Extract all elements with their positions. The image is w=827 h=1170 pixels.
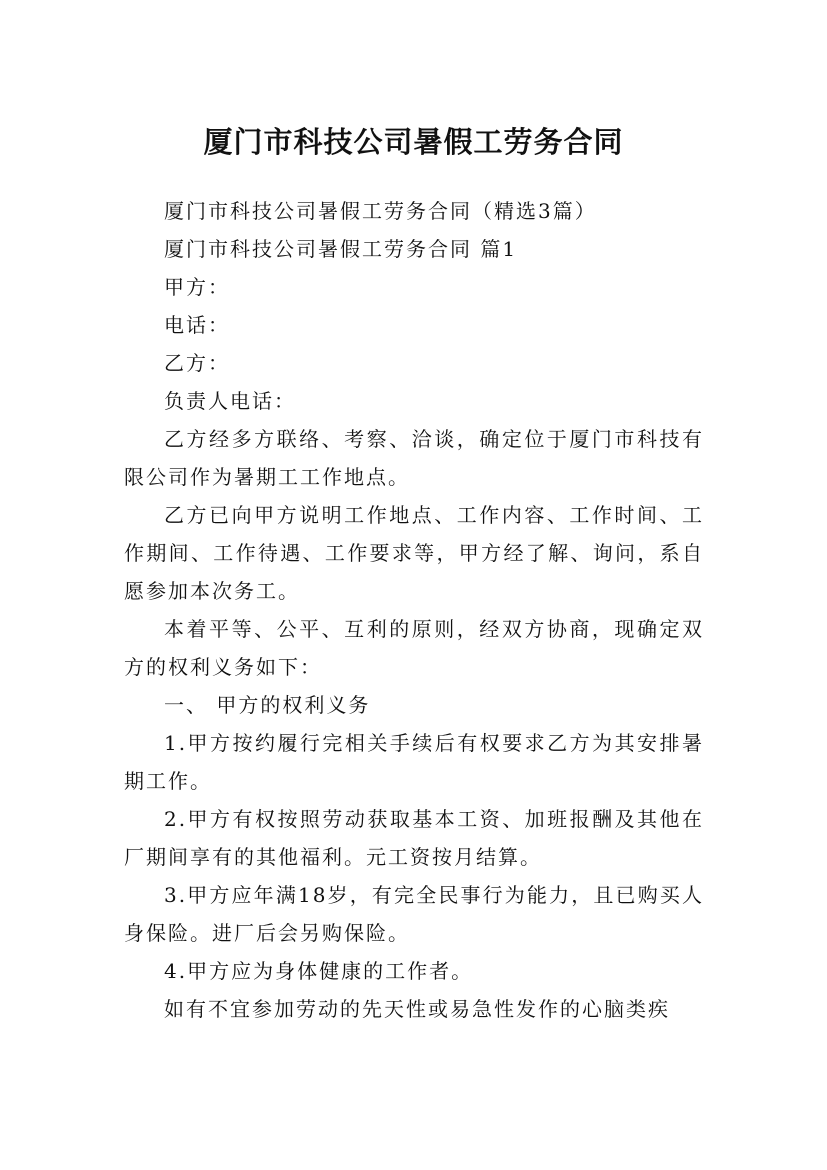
paragraph-section-heading: 厦门市科技公司暑假工劳务合同 篇1	[164, 237, 518, 261]
paragraph-subtitle: 厦门市科技公司暑假工劳务合同（精选3篇）	[164, 199, 597, 223]
paragraph-health-note: 如有不宜参加劳动的先天性或易急性发作的心脑类疾	[164, 997, 670, 1021]
paragraph-party-b: 乙方：	[164, 351, 230, 375]
paragraph-principles: 本着平等、公平、互利的原则，经双方协商，现确定双方的权利义务如下：	[124, 617, 704, 679]
paragraph-item-4: 4.甲方应为身体健康的工作者。	[164, 959, 474, 983]
paragraph-party-a: 甲方：	[164, 275, 230, 299]
paragraph-item-3: 3.甲方应年满18岁，有完全民事行为能力，且已购买人身保险。进厂后会另购保险。	[124, 883, 704, 945]
paragraph-contact-phone: 负责人电话：	[164, 389, 296, 413]
paragraph-rights-heading: 一、 甲方的权利义务	[164, 693, 371, 717]
paragraph-work-location: 乙方经多方联络、考察、洽谈，确定位于厦门市科技有限公司作为暑期工工作地点。	[124, 427, 704, 489]
paragraph-item-1: 1.甲方按约履行完相关手续后有权要求乙方为其安排暑期工作。	[124, 731, 704, 793]
paragraph-work-description: 乙方已向甲方说明工作地点、工作内容、工作时间、工作期间、工作待遇、工作要求等，甲方经了解、询问，系自愿参加本次务工。	[124, 503, 704, 603]
document-body	[124, 192, 704, 1028]
document-title: 厦门市科技公司暑假工劳务合同	[203, 125, 624, 160]
paragraph-phone: 电话：	[164, 313, 230, 337]
paragraph-item-2: 2.甲方有权按照劳动获取基本工资、加班报酬及其他在厂期间享有的其他福利。元工资按月结算。	[124, 807, 704, 869]
